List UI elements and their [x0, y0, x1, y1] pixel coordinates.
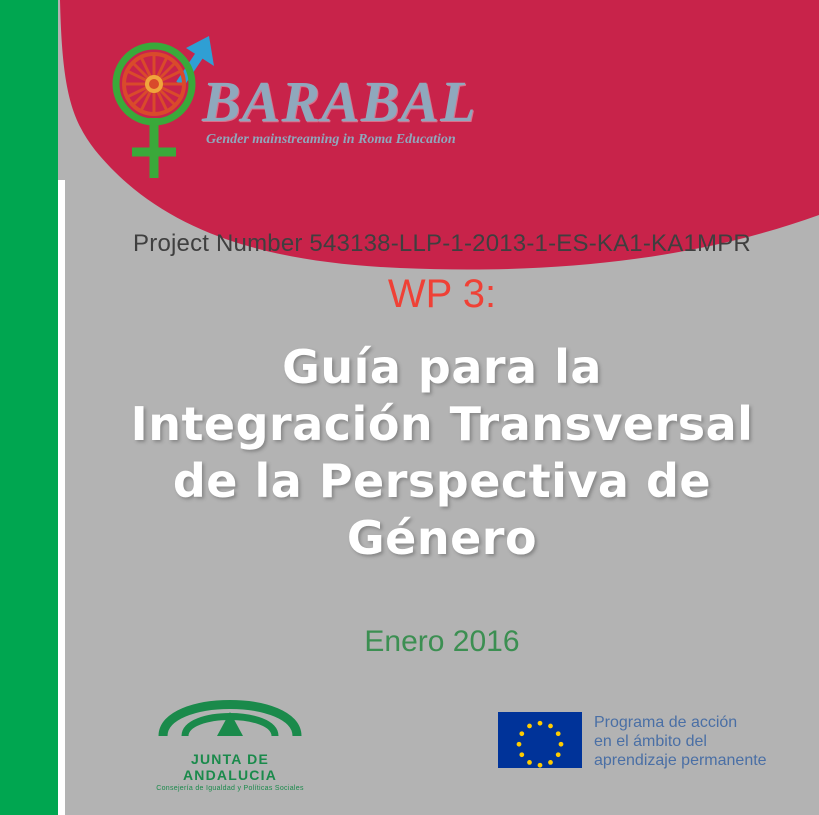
junta-name: JUNTA DE ANDALUCIA	[182, 751, 277, 783]
llp-line-2: en el ámbito del	[594, 733, 707, 750]
left-green-band	[0, 0, 58, 815]
llp-line-1: Programa de acción	[594, 714, 738, 731]
left-green-band-fill	[0, 0, 58, 815]
european-union-flag-icon	[498, 712, 582, 768]
title-line-4: Género	[346, 511, 538, 565]
title-line-1: Guía para la	[282, 340, 602, 394]
junta-department: Consejería de Igualdad y Políticas Sociales	[156, 785, 304, 792]
barabal-logo-text	[202, 69, 532, 164]
title-line-2: Integración Transversal	[130, 397, 754, 451]
llp-text	[594, 712, 767, 770]
llp-logo-block	[498, 712, 798, 782]
title-line-3: de la Perspectiva de	[172, 454, 712, 508]
barabal-logo-subtitle: Gender mainstreaming in Roma Education	[206, 132, 456, 147]
left-band-separator	[58, 180, 65, 815]
barabal-logo	[110, 22, 530, 182]
project-number: Project Number 543138-LLP-1-2013-1-ES-KA1-KA1MPR	[133, 230, 751, 257]
junta-de-andalucia-logo	[150, 672, 310, 792]
llp-line-3: aprendizaje permanente	[594, 752, 767, 769]
work-package-label: WP 3:	[387, 272, 497, 316]
publication-date: Enero 2016	[364, 625, 520, 658]
page-title	[65, 339, 819, 567]
cover-content	[65, 230, 819, 659]
andalucia-arch-icon	[155, 672, 305, 744]
barabal-logo-title: BARABAL	[202, 69, 477, 134]
